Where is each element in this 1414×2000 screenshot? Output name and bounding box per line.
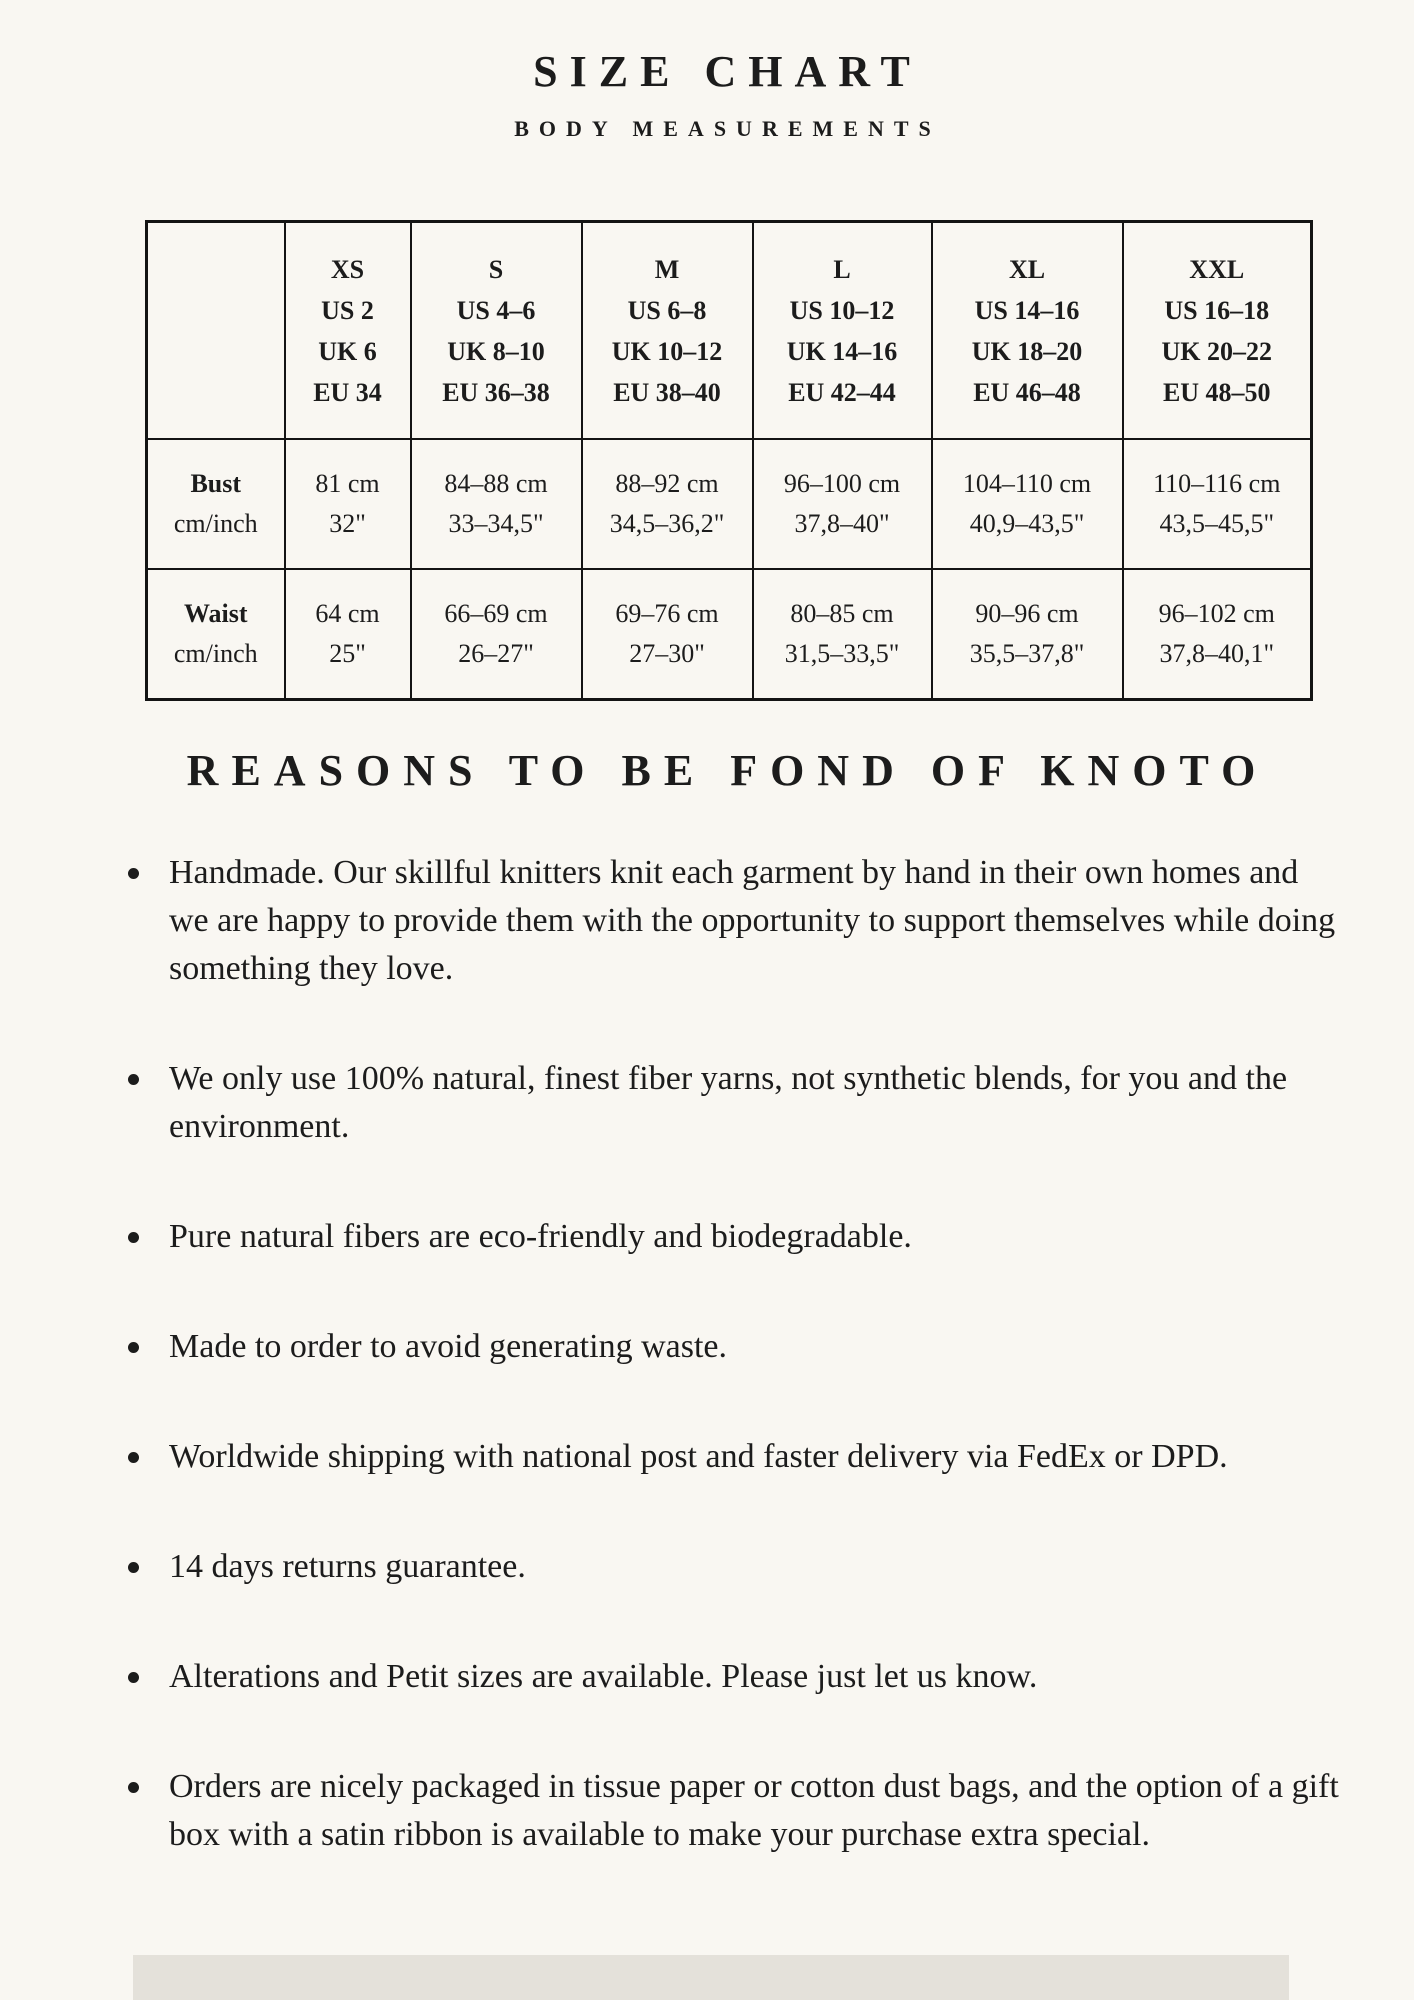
list-item-text: Worldwide shipping with national post and faster delivery via FedEx or DPD. — [169, 1438, 1228, 1476]
waist-s-cell: 66–69 cm 26–27" — [411, 569, 582, 700]
waist-xxl-cell: 96–102 cm 37,8–40,1" — [1123, 569, 1312, 700]
list-item — [128, 1213, 1345, 1261]
list-item — [128, 1323, 1345, 1371]
size-col-m — [582, 222, 753, 440]
size-col-s — [411, 222, 582, 440]
us-size: US 4–6 — [456, 295, 536, 325]
list-item — [128, 1433, 1345, 1481]
size-label: M — [654, 254, 680, 284]
bullet-dot — [128, 1782, 139, 1793]
bust-s-cell: 84–88 cm 33–34,5" — [411, 439, 582, 569]
row-unit: cm/inch — [173, 639, 258, 669]
bullet-dot — [128, 1342, 139, 1353]
size-label: S — [488, 254, 504, 284]
bullet-dot — [128, 1074, 139, 1085]
bust-xxl-cell: 110–116 cm 43,5–45,5" — [1123, 439, 1312, 569]
bust-xs-cell: 81 cm 32" — [285, 439, 411, 569]
waist-l-cell: 80–85 cm 31,5–33,5" — [753, 569, 932, 700]
waist-row-label — [147, 569, 285, 700]
list-item-text: Orders are nicely packaged in tissue paper or cotton dust bags, and the option of a gift box with a satin ribbon is available to make your purchase extra special. — [169, 1768, 1339, 1854]
waist-xs-cell: 64 cm 25" — [285, 569, 411, 700]
list-item — [128, 1653, 1345, 1701]
eu-size: EU 34 — [313, 377, 382, 407]
row-label: Bust — [190, 469, 242, 499]
footer-image-strip — [133, 1955, 1289, 2000]
size-label: L — [833, 254, 851, 284]
size-label: XXL — [1189, 254, 1245, 284]
bust-m-cell: 88–92 cm 34,5–36,2" — [582, 439, 753, 569]
bullet-dot — [128, 1452, 139, 1463]
waist-xl-cell: 90–96 cm 35,5–37,8" — [932, 569, 1123, 700]
eu-size: EU 48–50 — [1162, 377, 1271, 407]
uk-size: UK 20–22 — [1161, 336, 1272, 366]
list-item-text: We only use 100% natural, finest fiber yarns, not synthetic blends, for you and the environment. — [169, 1060, 1288, 1146]
size-label: XL — [1008, 254, 1046, 284]
eu-size: EU 42–44 — [788, 377, 896, 407]
size-col-l — [753, 222, 932, 440]
uk-size: UK 10–12 — [611, 336, 723, 366]
list-item-text: 14 days returns guarantee. — [169, 1548, 526, 1586]
size-label: XS — [330, 254, 365, 284]
uk-size: UK 6 — [318, 336, 377, 366]
row-label: Waist — [183, 599, 248, 629]
bust-xl-cell: 104–110 cm 40,9–43,5" — [932, 439, 1123, 569]
bullet-dot — [128, 868, 139, 879]
list-item — [128, 849, 1345, 993]
size-col-xl — [932, 222, 1123, 440]
size-col-xxl — [1123, 222, 1312, 440]
waist-m-cell: 69–76 cm 27–30" — [582, 569, 753, 700]
us-size: US 2 — [321, 295, 374, 325]
bullet-dot — [128, 1232, 139, 1243]
bust-row — [147, 439, 1312, 569]
list-item — [128, 1055, 1345, 1151]
size-col-xs — [285, 222, 411, 440]
list-item — [128, 1543, 1345, 1591]
uk-size: UK 8–10 — [447, 336, 545, 366]
eu-size: EU 38–40 — [613, 377, 721, 407]
table-corner-cell — [147, 222, 285, 440]
size-table — [145, 220, 1313, 701]
us-size: US 16–18 — [1164, 295, 1270, 325]
list-item — [128, 1763, 1345, 1859]
us-size: US 6–8 — [627, 295, 707, 325]
uk-size: UK 18–20 — [971, 336, 1083, 366]
waist-row — [147, 569, 1312, 700]
bust-l-cell: 96–100 cm 37,8–40" — [753, 439, 932, 569]
bullet-dot — [128, 1672, 139, 1683]
bust-row-label — [147, 439, 285, 569]
bullet-dot — [128, 1562, 139, 1573]
uk-size: UK 14–16 — [786, 336, 898, 366]
list-item-text: Handmade. Our skillful knitters knit each garment by hand in their own homes and we are happy to provide them with the opportunity to support themselves while doing something they love. — [169, 854, 1336, 988]
list-item-text: Made to order to avoid generating waste. — [169, 1328, 727, 1366]
us-size: US 10–12 — [789, 295, 895, 325]
list-item-text: Pure natural fibers are eco-friendly and biodegradable. — [169, 1218, 912, 1256]
row-unit: cm/inch — [173, 509, 258, 539]
page-title: SIZE CHART — [533, 47, 922, 96]
content-area — [145, 0, 1310, 796]
page-subtitle: BODY MEASUREMENTS — [514, 116, 941, 141]
eu-size: EU 36–38 — [442, 377, 550, 407]
reasons-heading: REASONS TO BE FOND OF KNOTO — [186, 746, 1269, 796]
eu-size: EU 46–48 — [973, 377, 1081, 407]
size-table-header-row — [147, 222, 1312, 440]
reasons-list — [128, 849, 1345, 1859]
list-item-text: Alterations and Petit sizes are available. Please just let us know. — [169, 1658, 1038, 1696]
us-size: US 14–16 — [974, 295, 1080, 325]
